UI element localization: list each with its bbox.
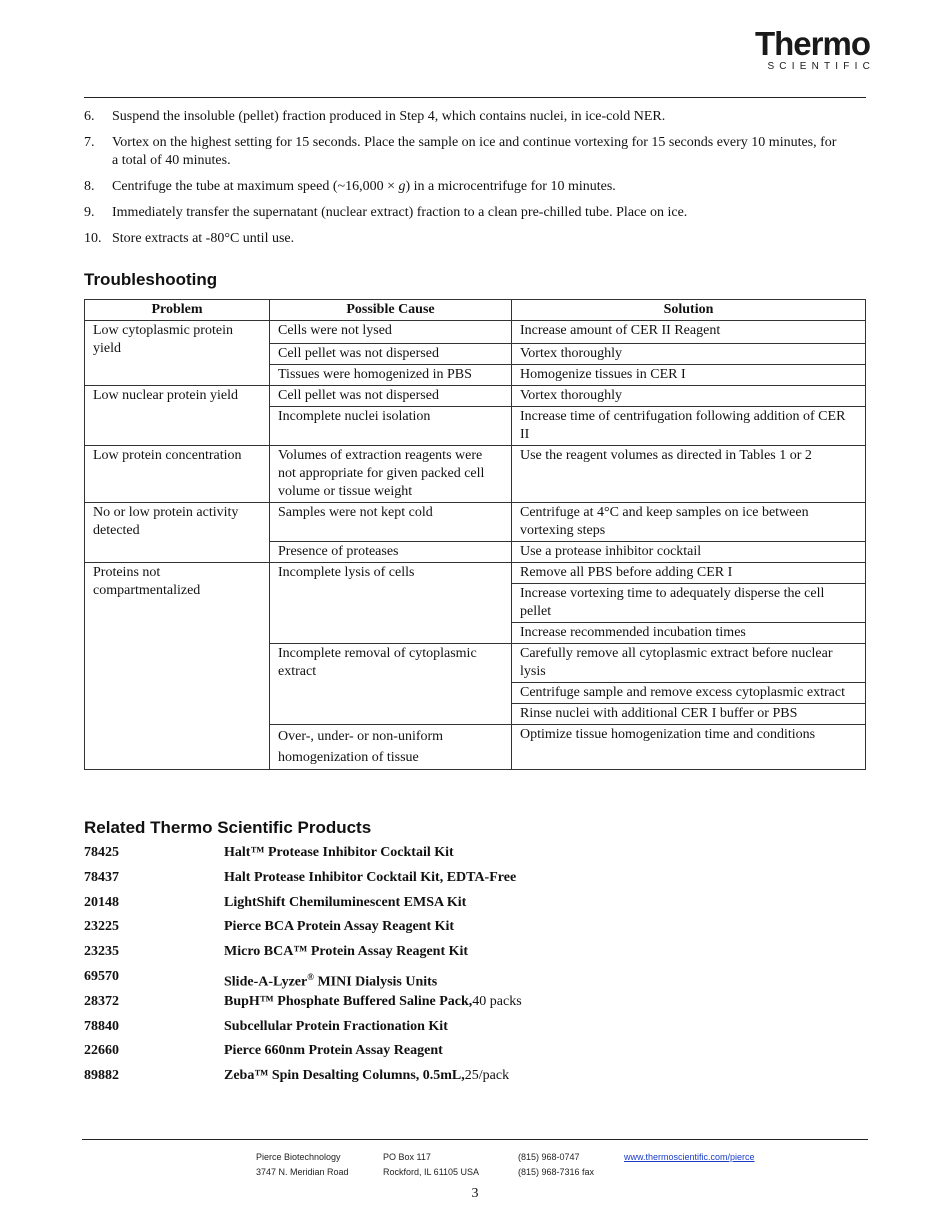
table-row	[85, 321, 866, 344]
step-number: 8.	[84, 179, 95, 194]
product-number: 78437	[84, 869, 119, 885]
solution-cell: Vortex thoroughly	[512, 386, 866, 407]
step-text: Vortex on the highest setting for 15 seconds. Place the sample on ice and continue vortexing for 15 seconds every 10 minutes, for a total of 40 minutes.	[112, 135, 837, 168]
logo-wordmark: Thermo	[754, 25, 870, 62]
step-item	[84, 108, 844, 126]
solution-cell: Increase amount of CER II Reagent	[512, 321, 866, 344]
cause-cell: Cell pellet was not dispersed	[270, 386, 512, 407]
step-item	[84, 230, 844, 248]
footer-city: Rockford, IL 61105 USA	[383, 1167, 480, 1177]
product-number: 89882	[84, 1068, 119, 1084]
cause-cell: Presence of proteases	[270, 542, 512, 563]
problem-cell: Low protein concentration	[85, 446, 270, 503]
solution-cell: Increase vortexing time to adequately disperse the cell pellet	[512, 584, 866, 623]
step-item	[84, 134, 844, 170]
footer-address: 3747 N. Meridian Road	[256, 1167, 349, 1177]
footer-company: Pierce Biotechnology	[256, 1152, 341, 1162]
list-item	[84, 1066, 864, 1091]
cause-cell: Over-, under- or non-uniform homogenization of tissue	[270, 725, 512, 770]
thermo-scientific-logo	[754, 25, 875, 73]
product-number: 23225	[84, 919, 119, 935]
problem-cell: Low nuclear protein yield	[85, 386, 270, 446]
list-item	[84, 843, 864, 868]
product-name: Halt Protease Inhibitor Cocktail Kit, EDTA-Free	[224, 869, 517, 885]
product-name: Subcellular Protein Fractionation Kit	[224, 1018, 448, 1034]
solution-cell: Use a protease inhibitor cocktail	[512, 542, 866, 563]
footer-phone-block	[518, 1150, 594, 1180]
solution-cell: Remove all PBS before adding CER I	[512, 563, 866, 584]
solution-cell: Vortex thoroughly	[512, 344, 866, 365]
cause-cell: Incomplete removal of cytoplasmic extract	[270, 644, 512, 725]
footer-website-link[interactable]: www.thermoscientific.com/pierce	[624, 1152, 755, 1162]
column-header-cause: Possible Cause	[270, 300, 512, 321]
list-item	[84, 942, 864, 967]
table-header-row	[85, 300, 866, 321]
step-number: 7.	[84, 135, 95, 150]
table-row	[85, 563, 866, 584]
step-number: 9.	[84, 205, 95, 220]
solution-cell: Centrifuge at 4°C and keep samples on ice between vortexing steps	[512, 503, 866, 542]
product-number: 78425	[84, 845, 119, 860]
step-text: Centrifuge the tube at maximum speed (~16,000 ×	[112, 179, 399, 194]
footer-phone: (815) 968-0747	[518, 1152, 580, 1162]
solution-cell: Centrifuge sample and remove excess cytoplasmic extract	[512, 683, 866, 704]
product-number: 23235	[84, 944, 119, 960]
solution-cell: Optimize tissue homogenization time and conditions	[512, 725, 866, 770]
footer-fax: (815) 968-7316 fax	[518, 1167, 595, 1177]
product-number: 69570	[84, 968, 119, 984]
procedure-steps	[84, 108, 844, 256]
solution-cell: Increase recommended incubation times	[512, 623, 866, 644]
troubleshooting-heading: Troubleshooting	[84, 270, 218, 289]
list-item	[84, 967, 864, 992]
product-name: Pierce 660nm Protein Assay Reagent	[224, 1043, 443, 1059]
problem-cell: No or low protein activity detected	[85, 503, 270, 563]
troubleshooting-table	[84, 299, 866, 770]
step-item	[84, 204, 844, 222]
cause-cell: Tissues were homogenized in PBS	[270, 365, 512, 386]
solution-cell: Increase time of centrifugation following addition of CER II	[512, 407, 866, 446]
header-rule	[84, 97, 866, 98]
product-name: Pierce BCA Protein Assay Reagent Kit	[224, 919, 455, 935]
step-text: Store extracts at -80°C until use.	[112, 231, 295, 246]
product-number: 20148	[84, 894, 119, 910]
product-number: 78840	[84, 1018, 119, 1034]
registered-mark: ®	[307, 971, 314, 982]
footer-link-block	[624, 1150, 755, 1165]
step-number: 6.	[84, 109, 95, 124]
list-item	[84, 868, 864, 893]
problem-cell: Low cytoplasmic protein yield	[85, 321, 270, 386]
cause-cell: Cells were not lysed	[270, 321, 512, 344]
cause-cell: Samples were not kept cold	[270, 503, 512, 542]
column-header-problem: Problem	[85, 300, 270, 321]
footer-company-block	[256, 1150, 349, 1180]
product-number: 22660	[84, 1043, 119, 1059]
page-number: 3	[471, 1186, 479, 1201]
step-text: Immediately transfer the supernatant (nuclear extract) fraction to a clean pre-chilled tube. Place on ice.	[112, 205, 688, 220]
step-number: 10.	[84, 231, 102, 246]
related-products-list	[84, 843, 864, 1091]
product-name	[224, 967, 437, 992]
cause-cell: Incomplete lysis of cells	[270, 563, 512, 644]
solution-cell: Homogenize tissues in CER I	[512, 365, 866, 386]
solution-cell: Rinse nuclei with additional CER I buffer or PBS	[512, 704, 866, 725]
product-name: Zeba™ Spin Desalting Columns, 0.5mL,	[224, 1068, 465, 1084]
product-name: Micro BCA™ Protein Assay Reagent Kit	[224, 944, 469, 960]
table-row	[85, 446, 866, 503]
product-pack-size: 25/pack	[464, 1068, 510, 1084]
cause-cell: Volumes of extraction reagents were not appropriate for given packed cell volume or tissue weight	[270, 446, 512, 503]
table-row	[85, 503, 866, 542]
column-header-solution: Solution	[512, 300, 866, 321]
step-item	[84, 178, 844, 196]
table-row	[85, 386, 866, 407]
product-name-part: Slide-A-Lyzer	[224, 974, 308, 990]
solution-cell: Carefully remove all cytoplasmic extract before nuclear lysis	[512, 644, 866, 683]
logo-subtitle: SCIENTIFIC	[767, 61, 875, 72]
product-name: LightShift Chemiluminescent EMSA Kit	[224, 894, 467, 910]
list-item	[84, 992, 864, 1017]
cause-cell: Incomplete nuclei isolation	[270, 407, 512, 446]
step-text-italic: g	[398, 179, 406, 194]
solution-cell: Use the reagent volumes as directed in Tables 1 or 2	[512, 446, 866, 503]
step-text: Suspend the insoluble (pellet) fraction produced in Step 4, which contains nuclei, in ice-cold NER.	[112, 109, 666, 124]
list-item	[84, 917, 864, 942]
cause-cell: Cell pellet was not dispersed	[270, 344, 512, 365]
product-name-part: MINI Dialysis Units	[313, 974, 438, 990]
product-name: Halt™ Protease Inhibitor Cocktail Kit	[224, 845, 454, 860]
list-item	[84, 1041, 864, 1066]
product-number: 28372	[84, 993, 119, 1009]
footer-rule	[82, 1139, 868, 1140]
list-item	[84, 893, 864, 918]
related-products-heading: Related Thermo Scientific Products	[84, 818, 372, 837]
step-text: ) in a microcentrifuge for 10 minutes.	[405, 179, 616, 194]
problem-cell: Proteins not compartmentalized	[85, 563, 270, 770]
product-pack-size: 40 packs	[472, 993, 522, 1009]
footer-mail-block	[383, 1150, 479, 1180]
list-item	[84, 1017, 864, 1042]
product-name: BupH™ Phosphate Buffered Saline Pack,	[224, 993, 473, 1009]
footer-pobox: PO Box 117	[383, 1152, 431, 1162]
